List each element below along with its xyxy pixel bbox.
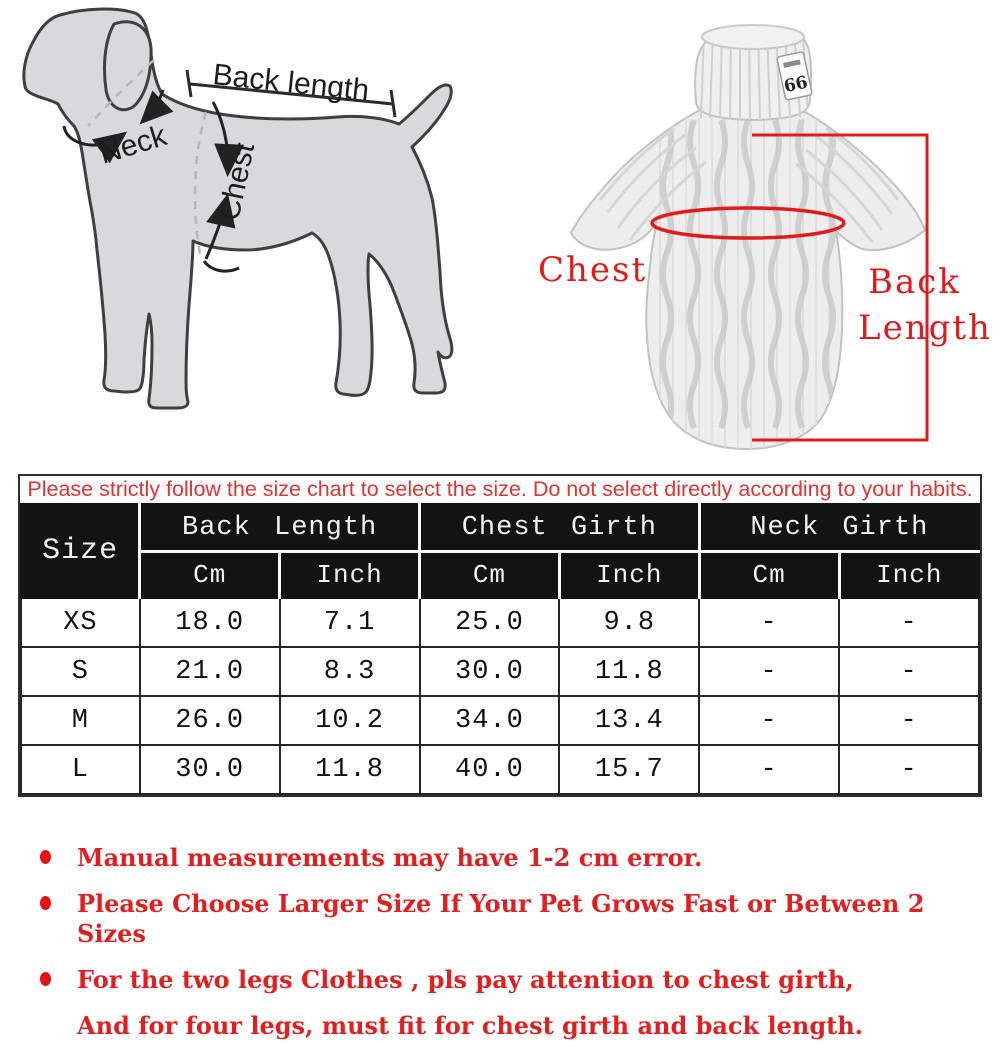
size-cell: M <box>21 696 140 745</box>
size-cell: S <box>21 647 140 696</box>
chest-arrow-hook <box>204 261 239 271</box>
value-cell: - <box>839 696 979 745</box>
value-cell: 8.3 <box>280 647 420 696</box>
dog-measurement-diagram <box>0 0 500 460</box>
value-cell: - <box>699 745 839 794</box>
footnotes <box>40 843 975 1057</box>
bullet-dot <box>40 850 51 864</box>
header-row-units <box>21 552 979 599</box>
size-table <box>20 503 980 795</box>
dog-chest-label: Chest <box>212 139 262 224</box>
list-item-continuation <box>40 1011 975 1041</box>
value-cell: 30.0 <box>420 647 560 696</box>
header-row-groups <box>21 504 979 552</box>
unit-header: Inch <box>559 552 699 599</box>
note-text: Please Choose Larger Size If Your Pet Grows Fast or Between 2 Sizes <box>77 889 925 948</box>
note-text: And for four legs, must fit for chest girth and back length. <box>77 1011 864 1040</box>
list-item <box>40 965 975 995</box>
value-cell: 11.8 <box>280 745 420 794</box>
unit-header: Inch <box>839 552 979 599</box>
table-row <box>21 696 979 745</box>
value-cell: 34.0 <box>420 696 560 745</box>
unit-header: Cm <box>140 552 280 599</box>
sweater-back-label: Back <box>868 262 961 302</box>
col-group-back-length: Back Length <box>140 504 420 552</box>
value-cell: 9.8 <box>559 598 699 647</box>
collar-top-roll <box>702 25 804 49</box>
sweater-measurement-diagram <box>500 0 1000 460</box>
size-chart-notice: Please strictly follow the size chart to select the size. Do not select directly according to your habits. <box>20 476 980 503</box>
sweater-chest-label: Chest <box>538 250 648 290</box>
value-cell: 10.2 <box>280 696 420 745</box>
table-row <box>21 598 979 647</box>
tag-number: 66 <box>782 72 810 98</box>
value-cell: - <box>839 598 979 647</box>
bullet-dot <box>40 972 51 986</box>
size-cell: L <box>21 745 140 794</box>
bullet-dot <box>40 896 51 910</box>
value-cell: 30.0 <box>140 745 280 794</box>
size-chart <box>18 474 982 797</box>
dog-neck-label: Neck <box>95 119 171 171</box>
unit-header: Cm <box>420 552 560 599</box>
list-item <box>40 843 975 873</box>
unit-header: Cm <box>699 552 839 599</box>
value-cell: 40.0 <box>420 745 560 794</box>
value-cell: 13.4 <box>559 696 699 745</box>
value-cell: - <box>839 647 979 696</box>
value-cell: 26.0 <box>140 696 280 745</box>
list-item <box>40 889 975 949</box>
value-cell: - <box>699 647 839 696</box>
value-cell: 11.8 <box>559 647 699 696</box>
value-cell: 21.0 <box>140 647 280 696</box>
value-cell: 7.1 <box>280 598 420 647</box>
note-text: For the two legs Clothes , pls pay attention to chest girth, <box>77 965 854 994</box>
value-cell: 25.0 <box>420 598 560 647</box>
col-group-chest-girth: Chest Girth <box>420 504 700 552</box>
table-row <box>21 745 979 794</box>
unit-header: Inch <box>280 552 420 599</box>
value-cell: 18.0 <box>140 598 280 647</box>
sweater-length-label: Length <box>858 308 992 348</box>
value-cell: - <box>699 696 839 745</box>
size-cell: XS <box>21 598 140 647</box>
value-cell: - <box>699 598 839 647</box>
dog-back-length-label: Back length <box>211 58 371 108</box>
col-header-size: Size <box>21 504 140 598</box>
table-row <box>21 647 979 696</box>
col-group-neck-girth: Neck Girth <box>699 504 979 552</box>
value-cell: - <box>839 745 979 794</box>
value-cell: 15.7 <box>559 745 699 794</box>
note-text: Manual measurements may have 1-2 cm error. <box>77 843 703 872</box>
